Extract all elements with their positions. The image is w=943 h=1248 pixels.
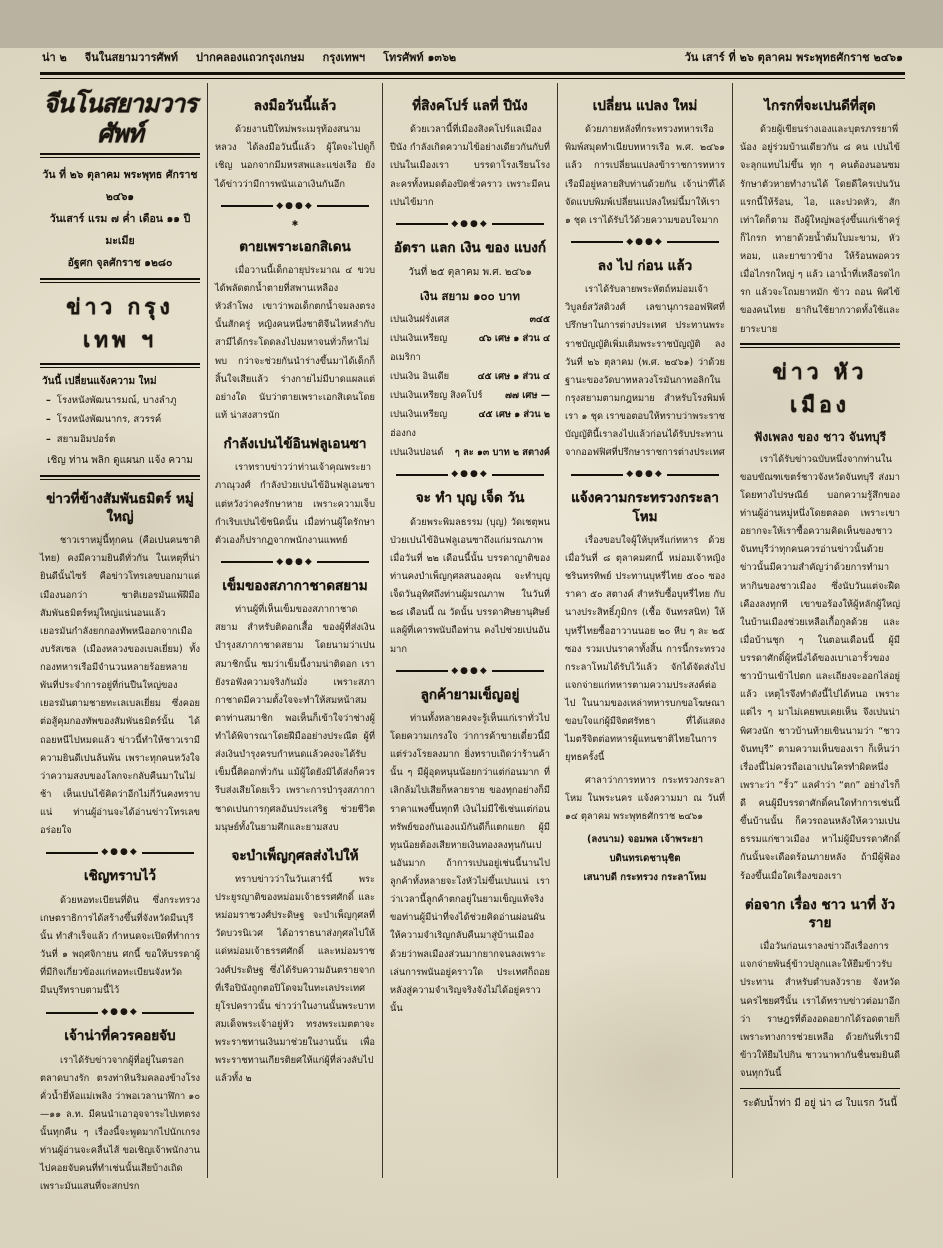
article-body: ชาวเราหมู่นี้ทุกคน (คือเปนคนชาติไทย) คงมีความยินดีทั่วกัน ในเหตุที่น่ายินดีนั้นไซร้ คือข่าวโทรเลขบอกมาแต่เมืองนอกว่า ชาติเยอรมันแพ้ฝีมือสัมพันธมิตร์หมู่ใหญ่แน่นอนแล้ว เยอรมันกำลังยกกองทัพหนีออกจากเมืองบรัสเซล (เมืองหลวงของเบลเยี่ยม) ทั้งกองทหารเรือมีจำนวนหลายร้อยหลายพันที่ประจำการอยู่ที่ก่นปืนใหญ่ของเยอรมันตามชายทะเลเบลเยี่ยม ซึ่งคอยต่อสู้คุมกองทัพของสัมพันธมิตร์นั้น ได้ถอยหนีไปหมดแล้ว ข่าวนี้ทำให้ชาวเรามีความยินดีเปนล้นพ้น เพราะทุกคนหวังใจว่าความสงบของโลกจะกลับคืนมาในไม่ช้า เห็นเปนไข้คิดว่าอีกไม่กี่วันคงทราบแน่ ท่านผู้อ่านจะได้อ่านข่าวโทรเลขอร่อยใจ <box>40 535 200 837</box>
paper-address: ปากคลองแถวกรุงเกษม <box>195 51 305 64</box>
dateline-block <box>40 164 200 274</box>
list-bullet: – <box>46 414 51 426</box>
article-body: ด้วยพระพิมลธรรม (บุญ) วัดเชตุพน ป่วยเปนไข้อินฟลูเอนซาถึงแก่มรณภาพเมื่อวันที่ ๒๒ เดือนนี้นั้น บรรดาญาติของท่านคงบำเพ็ญกุศลสนองคุณ จะทำบุญเจ็ดวันอุทิศถึงท่านผู้มรณภาพ ในวันที่ ๒๘ เดือนนี้ ณ วัดนั้น บรรดาศิษยานุศิษย์แลผู้ที่เคารพนับถือท่าน คงไปช่วยเปนอันมาก <box>390 516 550 655</box>
issue-date: วัน เสาร์ ที่ ๒๖ ตุลาคม พระพุทธศักราช ๒๔๖๑ <box>684 51 903 64</box>
article-body: ศาลาว่าการทหาร กระทรวงกระลาโหม ในพระนคร แจ้งความมา ณ วันที่ ๑๔ ตุลาคม พระพุทธศักราช ๒๔๖๑ <box>565 774 725 822</box>
notice-lead-line: วันนี้ เปลี่ยนแจ้งความ ใหม่ <box>42 376 157 388</box>
double-rule <box>40 153 200 158</box>
paper-name: จีนในสยามวารศัพท์ <box>84 51 178 64</box>
signature-line: เสนาบดี กระทรวง กระลาโหม <box>583 872 707 884</box>
exchange-rate-row <box>390 386 550 405</box>
divider-line-right <box>142 1012 194 1014</box>
article-headline: ตายเพราะเอกสิเดน <box>239 238 351 255</box>
exchange-currency-label: เปนเงินเหรียญ อเมริกา <box>390 333 448 364</box>
double-rule <box>740 343 900 348</box>
paper-telephone: โทรศัพท์ ๑๓๖๒ <box>383 51 457 64</box>
divider-line-right <box>317 205 369 207</box>
star-ornament: ✱ <box>291 218 299 228</box>
exchange-currency-label: เปนเงิน อินเดีย <box>390 371 450 383</box>
divider-line-left <box>46 1012 98 1014</box>
exchange-currency-label: เปนเงินฝรั่งเศส <box>390 314 450 326</box>
article-body: ท่านทั้งหลายคงจะรู้เห็นแก่เราทั่วไปโดยความเกรงใจ ว่าการค้าขายเดี๋ยวนี้มีแต่ร่วงโรยลงมาก ยิ่งทราบเถิดว่าร้านค้านั้น ๆ มีผู้อุดหนุนน้อยกว่าแต่ก่อนมาก ที่เลิกล้มไปเสียก็หลายราย ของทุกอย่างก็มีราคาแพงขึ้นทุกที เงินไม่มีใช้เช่นแต่ก่อน ทรัพย์ของกันเองแม้กันดีก็แตกแยก ผู้มีทุนน้อยต้องเสียหายเงินทองลงทุนกันเปนอันมาก ถ้าการเปนอยู่เช่นนี้นานไป ลูกค้าทั้งหลายจะโงหัวไม่ขึ้นเปนแน่ เราว่าเวลานี้ลูกค้าตกอยู่ในยามเข็ญแท้จริง ขอท่านผู้มีน่าที่จงได้ช่วยคิดอ่านผ่อนผันให้ความจำเริญกลับคืนมาสู่บ้านเมือง ด้วยว่าพลเมืองส่วนมากยากจนลงเพราะเล่นการพนันอยู่คราวใด ประเทศก็ถอยหลังสู่ความจำเริญจริงจังไม่ได้อยู่คราวนั้น <box>390 712 550 1014</box>
article-headline: จะ ทำ บุญ เจ็ด วัน <box>415 490 525 507</box>
page-number: น่า ๒ <box>42 51 67 64</box>
article-headline: ลงมือวันนี้แล้ว <box>253 98 337 114</box>
divider-gems-icon: ◆●●◆ <box>451 665 489 676</box>
article-headline: เชิญทราบไว้ <box>84 868 156 885</box>
masthead-title: จีนโนสยามวารศัพท์ <box>43 89 197 148</box>
exchange-rate-row <box>390 367 550 386</box>
article-headline: อัตรา แลก เงิน ของ แบงก์ <box>393 239 547 256</box>
ornament-divider <box>221 202 369 211</box>
exchange-rate-value: ๔๕ เศษ ๑ ส่วน ๔ <box>477 371 550 383</box>
article-body: ทราบข่าวว่าในวันเสาร์นี้ พระประยูรญาติของหม่อมเจ้าธรรศศักดิ์ และหม่อมราชวงศ์ประดิษฐ จะบำเพ็ญกุศลที่วัดบวรนิเวศ ได้อาราธนาส่งกุศลไปให้แด่หม่อมเจ้าธรรศศักดิ์ และหม่อมราชวงศ์ประดิษฐ ซึ่งได้รับความอันตรายจากที่เรือปินังถูกตอปิโดจมในทะเลประเทศยุโรปคราวนั้น ข่าวว่าในงานนั้นพระบาทสมเด็จพระเจ้าอยู่หัว ทรงพระเมตตาจะพระราชทานเงินมาช่วยในงานนั้น เพื่อพระราชทานเกียรติยศให้แก่ผู้ที่ล่วงลับไปแล้วทั้ง ๒ <box>215 873 375 1085</box>
article-headline: เปลี่ยน แปลง ใหม่ <box>592 98 698 114</box>
list-item <box>46 430 200 449</box>
article-body: ด้วยงานปีใหม่พระเมรุท้องสนามหลวง ได้ลงมือวันนี้แล้ว ผู้ใดจะไปดูก็เชิญ นอกจากมีมหรสพและแข่งเรือ ยังได้ข่าวว่ามีการพนันเอาเงินกันอีก <box>215 124 375 190</box>
article-headline: จะบำเพ็ญกุศลส่งไปให้ <box>231 847 359 864</box>
article-body: เมื่อวานนี้เด็กอายุประมาณ ๔ ขวบ ได้พลัดตกน้ำตายที่สพานเหลือง หัวลำโพง เขาว่าพอเด็กตกน้ำจมลงตรงนั้นสักครู่ หญิงคนหนึ่งชาติจีนไหหลำกับสามีได้กระโดดลงไปงมหาจนทั่วก็หาไม่พบ กว่าจะช่วยกันนำร่างขึ้นมาได้เด็กก็สิ้นใจเสียแล้ว ร่างกายไม่มีบาดแผลแต่อย่างใด นับว่าตายเพราะเอกสิเดนโดยแท้ น่าสงสารนัก <box>215 264 375 421</box>
divider-line-right <box>492 670 544 672</box>
centered-line: ระดับน้ำท่า มี อยู่ น่า ๘ ใบแรก วันนี้ <box>742 1098 898 1110</box>
dateline-line: อัฐศก จุลศักราช ๑๒๘๐ <box>67 257 173 270</box>
list-item-label: โรงหนังพัฒนากร, สวรรค์ <box>56 414 162 426</box>
article-body: เราได้รับข่าวฉบับหนึ่งจากท่านในขอบขัณฑเขตร์ชาวจังหวัดจันทบุรี ส่งมาโดยทางไปรษณีย์ บอกความรู้สึกของท่านผู้อ่านหมู่หนึ่งโดยตลอด เพราะเขาอยากจะให้เราซื้อความคิดเห็นของชาวจันทบุรีว่าทุกคนควรอ่านข่าวนั้นด้วย ข่าวนั้นมีความสำคัญว่าด้วยการทำมาหากินของชาวเมือง ซึ่งนับวันแต่จะฝืดเคืองลงทุกที เขาขอร้องให้ผู้หลักผู้ใหญ่ในบ้านเมืองช่วยเหลือเกื้อกูลด้วย และเมื่อบ้านชุก ๆ ในตอนเดือนนี้ ผู้มีบรรดาศักดิ์ผู้หนึ่งได้ของเบาเอารั้วของชาวบ้านเข้าไปตก และเถียงจะออกไล่อยู่แล้ว เหตุไรจึงทำดังนี้ไปได้หนอ เพราะแต่ไร ๆ มาไม่เคยพบเคยเห็น จึงเปนน่าพิศวงนัก ชาวบ้านท้ายเขินนามว่า “ชาวจันทบุรี” ตามความเห็นของเรา ก็เห็นว่าเรื่องนี้ไม่ควรถือเอาเปนใครทำผิดหนึ่ง เพราะว่า “รั้ว” แลคำว่า “ตก” อย่างไรก็ดี คนผู้มีบรรดาศักดิ์คนใดทำการเช่นนี้ขึ้นบ้านนั้น ก็ควรถอนหลังให้ความเปนธรรมแก่ชาวเมือง หาไม่ผู้มีบรรดาศักดิ์กันนั้นจะเดือดร้อนภายหลัง ถ้ามีผู้ฟ้องร้องขึ้นเมื่อใดเรื่องของเรา <box>740 453 900 882</box>
list-item-label: สยามอิมปอร์ต <box>56 433 116 445</box>
article-body: ด้วยหอทะเบียนที่ดิน ซึ่งกระทรวงเกษตราธิการได้สร้างขึ้นที่จังหวัดมีนบุรีนั้น ทำสำเร็จแล้ว กำหนดจะเปิดที่ทำการวันที่ ๑ พฤศจิกายน ศกนี้ ขอให้บรรดาผู้ที่มีกิจเกี่ยวข้องแก่หอทะเบียนจังหวัดมีนบุรีทราบตามนี้ไว้ <box>40 894 200 997</box>
divider-line-right <box>492 474 544 476</box>
exchange-rate-table <box>390 310 550 462</box>
article-subheadline: ฟังเพลง ของ ชาว จันทบุรี <box>753 429 887 444</box>
dateline-line: วันเสาร์ แรม ๗ ค่ำ เดือน ๑๑ ปีมะเมีย <box>49 213 191 248</box>
list-item <box>46 410 200 429</box>
list-bullet: – <box>46 395 51 407</box>
ornament-divider <box>571 238 719 247</box>
header-rule <box>40 72 905 79</box>
article-body: เราได้รับลายพระหัตถ์หม่อมเจ้าวิบูลย์สวัสดิวงศ์ เลขานุการออฟฟิศที่ปรึกษาในการต่างประเทศ ประทานพระราชบัญญัติเพิ่มเติมพระราชบัญญัติ ลงวันที่ ๒๖ ตุลาคม (พ.ศ. ๒๔๖๑) ว่าด้วยฐานะของวัดบาทหลวงโรมันกาทอลิกในกรุงสยามตามกฎหมาย สำหรับโรงพิมพ์เรา ๑ ชุด เราขอตอบให้ทราบว่าพระราชบัญญัตินี้เราลงไปแล้วก่อนได้รับประทาน จากออฟฟิศที่ปรึกษาราชการต่างประเทศ <box>565 284 725 459</box>
divider-line-left <box>221 205 273 207</box>
section-heading: ข่าว กรุง เทพ ฯ <box>66 295 174 353</box>
exchange-rate-row <box>390 405 550 443</box>
centered-bold-line: เงิน สยาม ๑๐๐ บาท <box>420 289 520 304</box>
divider-gems-icon: ◆●●◆ <box>101 847 139 858</box>
exchange-rate-row <box>390 443 550 462</box>
article-headline: แจ้งความกระทรวงกระลาโหม <box>571 490 719 525</box>
divider-line-right <box>142 852 194 854</box>
dateline-line: วัน ที่ ๒๖ ตุลาคม พระพุทธ ศักราช ๒๔๖๑ <box>42 169 198 204</box>
exchange-rate-value: ๓๔๕ <box>529 314 550 326</box>
article-body: ด้วยเวลานี้ที่เมืองสิงคโปร์แลเมืองปีนัง กำลังเกิดความไข้อย่างเดียวกันกับที่เปนในเมืองเรา บรรดาโรงเรียนโรงละครทั้งหมดต้องปิดชั่วคราว เพราะมีคนเปนไข้มาก <box>390 124 550 208</box>
column-5 <box>732 83 907 1178</box>
list-item <box>46 391 200 410</box>
column-1 <box>40 83 207 1193</box>
article-body: เรื่องขอบใจผู้ให้บุหรี่แก่ทหาร ด้วยเมื่อวันที่ ๘ ตุลาคมศกนี้ หม่อมเจ้าหญิงชรินทรทิพย์ ประทานบุหรี่ไทย ๕๐๐ ซอง ราคา ๕๐ สตางค์ สำหรับซื้อบุหรี่ไทย กับนางประสิทธิ์ภูมิกร (เชื้อ จันทรสนิท) ให้บุหรี่ไทยซื้อฮาวานนอย ๒๐ หีบ ๆ ละ ๒๕ ซอง รวมเปนราคาทั้งสิ้น การนี้กระทรวงกระลาโหมได้รับไว้แล้ว จักได้จัดส่งไปแจกจ่ายแก่ทหารตามความประสงค์ต่อไป ในนามของเหล่าทหารบกขอโฆษณาขอบใจแก่ผู้มีจิตศรัทธา ที่ได้แสดงไมตรีจิตต่อทหารผู้แทนชาติไทยในการยุทธครั้งนี้ <box>565 534 725 764</box>
article-body: ด้วยผู้เขียนร่างเองและบุตรภรรยาพี่น้อง อยู่ร่วมบ้านเดียวกัน ๘ คน เปนไข้จะลุกแทบไม่ขึ้น ทุก ๆ คนต้องนอนซมรักษาตัวหายทำงานได้ โดยดีใครเปนวันแรกนี้ให้ร้อน, ไอ, และปวดหัว, สักเท่าใดก็ตาม ถึงผู้ใหญ่พอรุ่งขึ้นแก่เช้าครู่ก็ไกรก ทายาด้วยน้ำต้มใบมะขาม, หัวหอม, และยาขาวข้าง ให้ร้อนพอควร เมื่อไกรกใหญ่ ๆ แล้ว เอาน้ำที่เหลือรดไกรก แล้วจะโถมยาหมัก ข้าว ถอน พิศไข้ ของคนไทย ยากินใช้ยากวาดทั้งใช้และยาระบาย <box>740 124 900 335</box>
divider-gems-icon: ◆●●◆ <box>276 200 314 211</box>
divider-line-right <box>667 474 719 476</box>
ornament-divider <box>221 558 369 567</box>
newspaper-page <box>0 48 943 1248</box>
list-bullet: – <box>46 433 51 445</box>
exchange-rate-row <box>390 310 550 329</box>
article-headline: ไกรกที่จะเปนดีที่สุด <box>764 98 876 114</box>
divider-gems-icon: ◆●●◆ <box>451 218 489 229</box>
list-item-label: โรงหนังพัฒนารมณ์, บางลำภู <box>56 395 177 407</box>
exchange-currency-label: เปนเงินเหรียญ ฮ่องกง <box>390 409 448 440</box>
thin-rule <box>740 1088 900 1089</box>
divider-line-left <box>221 561 273 563</box>
double-rule <box>40 475 200 480</box>
article-headline: เจ้าน่าที่ควรคอยจับ <box>64 1028 176 1045</box>
exchange-rate-value: ๗๗ เศษ — <box>505 390 550 402</box>
ornament-divider <box>46 1008 194 1017</box>
centered-line: วันที่ ๒๕ ตุลาคม พ.ศ. ๒๔๖๑ <box>408 267 532 279</box>
exchange-rate-row <box>390 329 550 367</box>
article-body: เราได้รับข่าวจากผู้ที่อยู่ในตรอกตลาดบางรัก ตรงท่าหินริมคลองข้างโรงคั่วน้ำยี่ห้อแม่เพลิง ว่าพอเวลานาฬิกา ๑๐—๑๑ ล.ท. มีคนนำเอาอุจจาระไปเทตรงนั้นทุกคืน ๆ เรื่องนี้จะพูดมากไปนักเกรงท่านผู้อ่านจะคลื่นไส้ ขอเชิญเจ้าพนักงานไปคอยจับคนที่ทำเช่นนั้นเสียบ้างเถิด เพราะมันแสนที่จะสกปรก <box>40 1054 200 1193</box>
column-4 <box>557 83 732 1178</box>
divider-gems-icon: ◆●●◆ <box>101 1007 139 1018</box>
column-3 <box>382 83 557 1178</box>
divider-line-left <box>571 474 623 476</box>
columns-container <box>40 83 907 1193</box>
ornament-divider <box>396 220 544 229</box>
article-body: ท่านผู้ที่เห็นเข็มของสภากาชาดสยาม สำหรับติดอกเสื้อ ของผู้ที่ส่งเงินบำรุงสภากาชาดสยาม โดยนามว่าเปนสมาชิกนั้น ชมว่าเข็มนี้งามน่าติดอก เรายังรอฟังความจริงกันมั่ง เพราะสภากาชาดมีความตั้งใจจะทำให้สมหน้าสมตาท่านสมาชิก พอเห็นก็เข้าใจว่าช่างผู้ทำได้พิจารณาโดยฝีมืออย่างประณีต ผู้ที่ส่งเงินบำรุงครบกำหนดแล้วคงจะได้รับเข็มนี้ติดอกทั่วกัน แม้ผู้ใดยังมิได้ส่งก็ควรรีบส่งเสียโดยเร็ว เพราะการบำรุงสภากาชาดเปนการกุศลอันประเสริฐ ช่วยชีวิตมนุษย์ทั้งในยามศึกและยามสงบ <box>215 604 375 833</box>
article-body: เราทราบข่าวว่าท่านเจ้าคุณพระยาภาณุวงศ์ กำลังป่วยเปนไข้อินฟลูเอนซา แต่หวังว่าคงรักษาหาย เพราะความเจ็บกำเริบเปนไข้ชนิดนั้น เมื่อท่านผู้ใดรักษาตัวเองก็ปรากฏจากพนักงานแพทย์ <box>215 462 375 546</box>
article-headline: ต่อจาก เรื่อง ชาว นาที่ งัวราย <box>744 896 896 931</box>
exchange-currency-label: เปนเงินเหรียญ สิงคโปร์ <box>390 390 483 402</box>
paper-city: กรุงเทพฯ <box>322 51 366 64</box>
article-headline: ข่าวที่ข้างสัมพันธมิตร์ หมู่ใหญ่ <box>46 490 194 526</box>
divider-line-right <box>492 223 544 225</box>
divider-line-right <box>667 241 719 243</box>
divider-gems-icon: ◆●●◆ <box>626 469 664 480</box>
exchange-currency-label: เปนเงินปอนด์ <box>390 447 444 459</box>
exchange-rate-value: ๆ ละ ๑๓ บาท ๒ สตางค์ <box>454 447 550 459</box>
ornament-divider <box>571 470 719 479</box>
article-headline: ที่สิงคโปร์ แลที่ ปีนัง <box>412 98 528 114</box>
exchange-rate-value: ๔๕ เศษ ๑ ส่วน ๒ <box>478 409 550 421</box>
double-rule <box>40 363 200 368</box>
article-headline: ลูกค้ายามเข็ญอยู่ <box>420 686 520 703</box>
divider-line-left <box>396 223 448 225</box>
divider-line-left <box>396 670 448 672</box>
article-body: เมื่อวันก่อนเราลงข่าวถึงเรื่องการแจกจ่ายพันธุ์ข้าวปลูกและให้ยืมข้าวรับประทาน สำหรับตำบลงัวราย จังหวัดนครไชยศรีนั้น เราได้ทราบข่าวต่อมาอีกว่า ราษฎรที่ต้องอดอยากได้รอดตายก็เพราะทางการช่วยเหลือ ด้วยกันที่เรามีข้าวให้ยืมไปกิน ชาวนาพากันชื่นชมยินดีจนทุกวันนี้ <box>740 941 900 1080</box>
article-body: ด้วยภายหลังที่กระทรวงทหารเรือพิมพ์สมุดทำเนียบทหารเรือ พ.ศ. ๒๔๖๑ แล้ว การเปลี่ยนแปลงข้าราชการทหารเรือมีอยู่หลายสิบท่านด้วยกัน เจ้าน่าที่ได้จัดแบบพิมพ์เปลี่ยนแปลงใหม่นี้มาให้เรา ๑ ชุด เราได้รับไว้ด้วยความขอบใจมาก <box>565 124 725 226</box>
article-headline: กำลังเปนไข้อินฟลูเอนซา <box>223 436 367 453</box>
ornament-divider <box>396 470 544 479</box>
divider-gems-icon: ◆●●◆ <box>626 236 664 247</box>
column-2 <box>207 83 382 1178</box>
double-rule <box>40 278 200 283</box>
divider-line-left <box>396 474 448 476</box>
article-headline: เข็มของสภากาชาดสยาม <box>222 577 368 594</box>
divider-line-left <box>46 852 98 854</box>
divider-line-left <box>571 241 623 243</box>
announcement-list <box>46 391 200 449</box>
centered-line: เชิญ ท่าน พลิก ดูแผนก แจ้ง ความ <box>47 454 193 466</box>
ornament-divider <box>46 848 194 857</box>
article-headline: ลง ไป ก่อน แล้ว <box>597 257 693 274</box>
divider-gems-icon: ◆●●◆ <box>276 556 314 567</box>
divider-line-right <box>317 561 369 563</box>
ornament-divider <box>396 667 544 676</box>
exchange-rate-value: ๔๖ เศษ ๑ ส่วน ๔ <box>478 333 550 345</box>
signature-line: (ลงนาม) จอมพล เจ้าพระยาบดินทรเดชานุชิต <box>586 833 704 865</box>
divider-gems-icon: ◆●●◆ <box>451 469 489 480</box>
section-heading: ข่าว หัว เมือง <box>772 359 868 417</box>
page-header-row <box>42 48 903 66</box>
